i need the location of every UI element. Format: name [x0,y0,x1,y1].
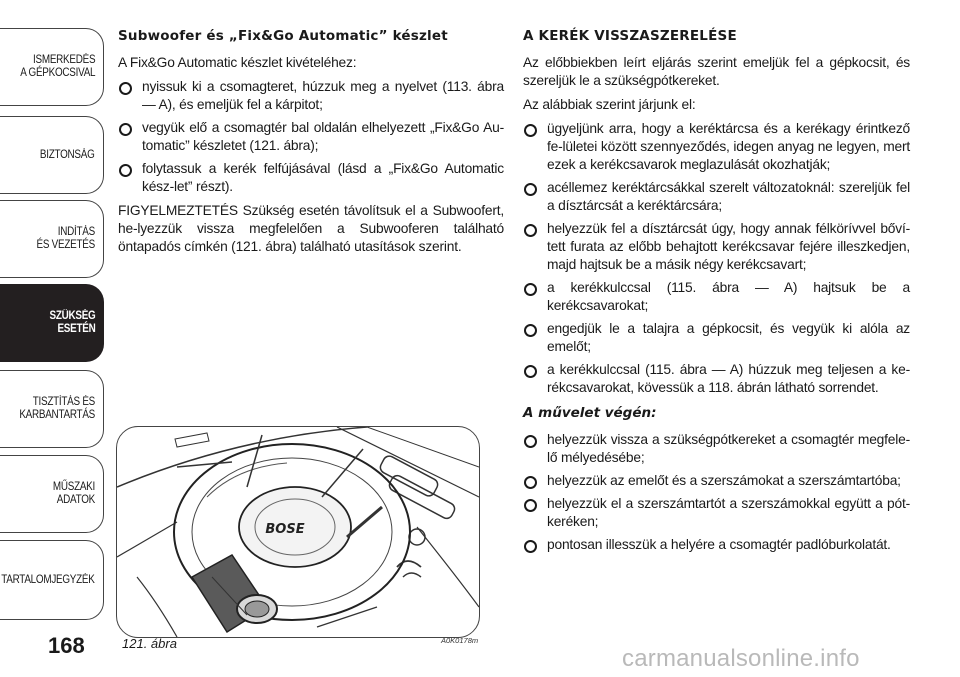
chapter-tab-label: MŰSZAKI ADATOK [52,481,95,506]
bullet-list [118,78,504,196]
right-column [523,28,910,560]
list-item: pontosan illesszük a helyére a csomagtér padlóburkolatát. [523,536,910,554]
bullet-icon [524,365,537,378]
list-item: vegyük elő a csomagtér bal oldalán elhelyezett „Fix&Go Au-tomatic” készletet (121. ábra); [118,119,504,155]
bullet-list [523,431,910,554]
list-item: helyezzük vissza a szükségpótkereket a csomagtér megfele-lő mélyedésébe; [523,431,910,467]
intro-text: A Fix&Go Automatic készlet kivételéhez: [118,55,357,70]
chapter-tab-label: ISMERKEDÉS A GÉPKOCSIVAL [19,54,96,79]
warning-text: FIGYELMEZTETÉS Szükség esetén távolítsuk el a Subwoofert, he-lyezzük vissza megfelelően a Subwooferen található öntapadós címkén (121. ábra) található utasítások szerint. [118,203,504,254]
chapter-tab-label: TISZTÍTÁS ÉS KARBANTARTÁS [19,396,95,421]
chapter-tab[interactable] [0,540,104,620]
chapter-tab-label: BIZTONSÁG [40,148,95,161]
list-item: acéllemez keréktárcsákkal szerelt változatoknál: szereljük fel a dísztárcsát a keréktárcsára; [523,179,910,215]
list-item: a kerékkulccsal (115. ábra — A) hajtsuk be a kerékcsavarokat; [523,279,910,315]
intro-text: Az alábbiak szerint járjunk el: [523,97,696,112]
bullet-icon [524,499,537,512]
list-item: helyezzük fel a dísztárcsát úgy, hogy annak félkörívvel bőví-tett furata az előbb behajtott kerékcsavar fejére illeszkedjen, majd hajtsuk be a másik négy kerékcsavart; [523,220,910,274]
list-item: engedjük le a talajra a gépkocsit, és vegyük ki alóla az emelőt; [523,320,910,356]
bullet-icon [524,124,537,137]
bullet-icon [119,82,132,95]
watermark: carmanualsonline.info [622,645,860,672]
bullet-icon [119,123,132,136]
list-item: a kerékkulccsal (115. ábra — A) húzzuk meg teljesen a ke-rékcsavarokat, kövessük a 118. ábrán látható sorrendet. [523,361,910,397]
trunk-illustration [117,427,479,637]
list-item: helyezzük az emelőt és a szerszámokat a szerszámtartóba; [523,472,910,490]
figure-trunk-subwoofer [116,426,480,638]
chapter-tab-label: INDÍTÁS ÉS VEZETÉS [36,226,95,251]
figure-caption: 121. ábra [122,636,177,651]
bullet-icon [524,540,537,553]
chapter-tab[interactable] [0,116,104,194]
chapter-tab[interactable] [0,284,104,362]
bullet-icon [524,183,537,196]
left-column [118,28,504,262]
bullet-icon [524,435,537,448]
chapter-tab-label: SZÜKSÉG ESETÉN [48,310,95,335]
figure-code: A0K0178m [441,636,479,645]
chapter-tab[interactable] [0,370,104,448]
bullet-icon [524,224,537,237]
bullet-icon [524,324,537,337]
section-heading-wheel-refit: A KERÉK VISSZASZERELÉSE [523,28,737,44]
chapter-tab-label: TARTALOMJEGYZÉK [1,573,95,586]
bullet-list [523,120,910,397]
sub-heading: A művelet végén: [523,405,657,421]
chapter-tab[interactable] [0,455,104,533]
chapter-tab[interactable] [0,28,104,106]
brand-logo: BOSE [265,522,305,537]
bullet-icon [119,164,132,177]
bullet-icon [524,283,537,296]
list-item: ügyeljünk arra, hogy a keréktárcsa és a kerékagy érintkező fe-lületei között szennyeződés, idegen anyag ne legyen, mert ezek a kerékcsavarok meglazulását okozhatják; [523,120,910,174]
bullet-icon [524,476,537,489]
list-item: folytassuk a kerék felfújásával (lásd a „Fix&Go Automatic kész-let” részt). [118,160,504,196]
list-item: helyezzük el a szerszámtartót a szerszámokkal együtt a pót-keréken; [523,495,910,531]
list-item: nyissuk ki a csomagteret, húzzuk meg a nyelvet (113. ábra — A), és emeljük fel a kárpitot; [118,78,504,114]
intro-text: Az előbbiekben leírt eljárás szerint emeljük fel a gépkocsit, és szereljük le a szükségpótkereket. [523,55,910,88]
chapter-tab[interactable] [0,200,104,278]
page-number: 168 [48,633,85,658]
section-heading-subwoofer: Subwoofer és „Fix&Go Automatic” készlet [118,28,448,44]
